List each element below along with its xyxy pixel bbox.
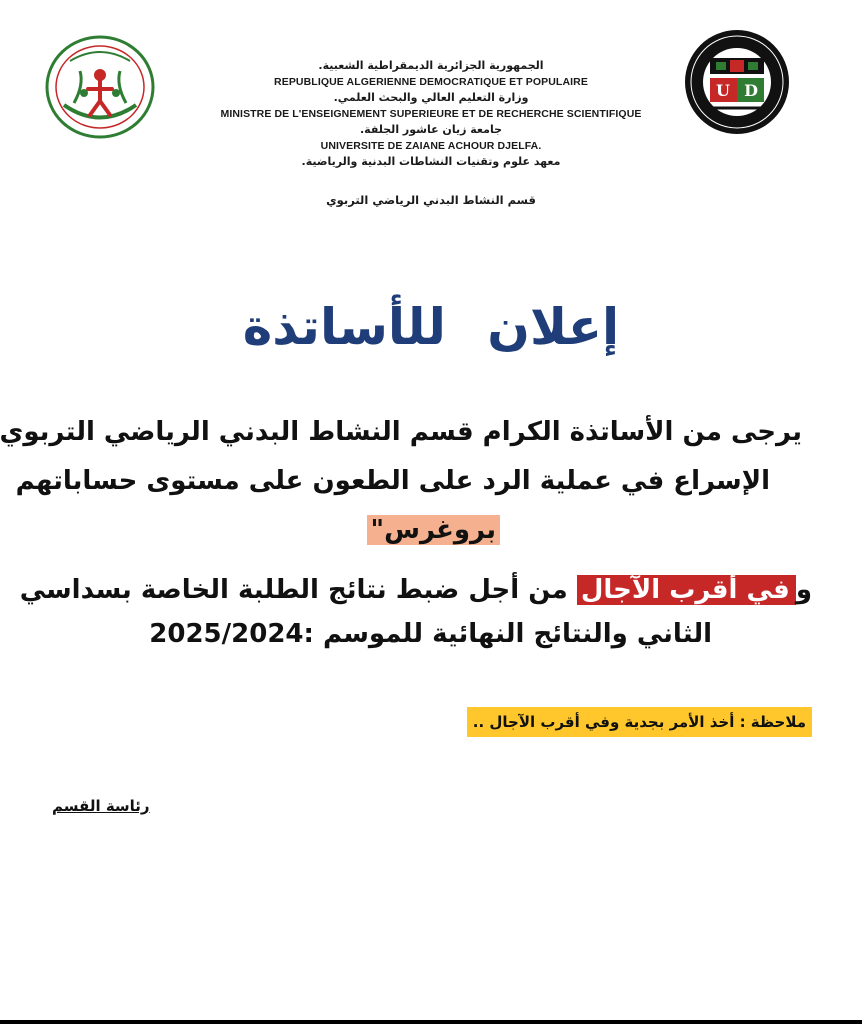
header-ministry-ar: وزارة التعليم العالي والبحث العلمي. — [333, 91, 529, 104]
header-department: قسم النشاط البدني الرياضي التربوي — [326, 193, 536, 207]
bottom-border — [0, 1020, 862, 1024]
deadline-highlight: في أقرب الآجال — [577, 575, 796, 605]
body-line-3 — [367, 507, 500, 553]
note-highlight: ملاحظة : أخذ الأمر بجدية وفي أقرب الآجال .. — [467, 707, 812, 737]
header-country-fr: REPUBLIQUE ALGERIENNE DEMOCRATIQUE ET POPULAIRE — [274, 76, 588, 88]
body-line-4-rest: من أجل ضبط نتائج الطلبة الخاصة بسداسي — [19, 575, 568, 605]
body-line-1: يرجى من الأساتذة الكرام قسم النشاط البدني الرياضي التربوي — [0, 417, 802, 447]
letterhead — [150, 58, 712, 208]
header-ministry-fr: MINISTRE DE L'ENSEIGNEMENT SUPERIEURE ET DE RECHERCHE SCIENTIFIQUE — [220, 108, 642, 120]
header-university-ar: جامعة زيان عاشور الجلفة. — [360, 123, 502, 136]
seal-letter-d: D — [744, 81, 758, 100]
body-line-2: الإسراع في عملية الرد على الطعون على مستوى حساباتهم — [15, 466, 770, 496]
seal-letter-u: U — [716, 81, 730, 100]
body-line-4 — [20, 567, 812, 613]
body-line-5: الثاني والنتائج النهائية للموسم :2025/2024 — [149, 619, 712, 649]
announcement-title: إعلان للأساتذة — [242, 298, 620, 356]
platform-name-highlight: بروغرس" — [367, 515, 500, 545]
body-line-4-prefix: و — [795, 575, 812, 605]
institute-emblem-icon — [44, 35, 156, 139]
department-head-signature: رئاسة القسم — [52, 797, 150, 815]
header-university-fr: UNIVERSITE DE ZAIANE ACHOUR DJELFA. — [320, 140, 542, 152]
header-country-ar: الجمهورية الجزائرية الديمقراطية الشعبية. — [318, 59, 544, 72]
institute-logo — [44, 35, 156, 139]
header-institute-ar: معهد علوم وتقنيات النشاطات البدنية والرياضية. — [301, 155, 561, 168]
